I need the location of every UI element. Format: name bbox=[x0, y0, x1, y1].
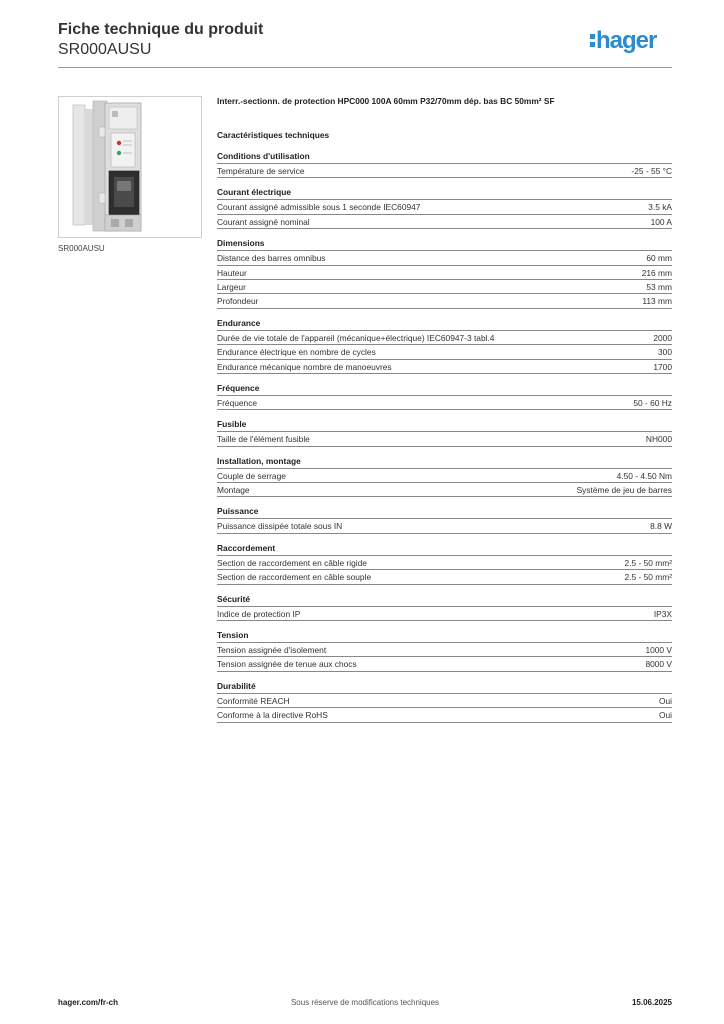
spec-value: 1000 V bbox=[645, 645, 672, 656]
spec-label: Durée de vie totale de l'appareil (mécanique+électrique) IEC60947-3 tabl.4 bbox=[217, 332, 495, 343]
section-title: Sécurité bbox=[217, 594, 672, 607]
section-title: Installation, montage bbox=[217, 456, 672, 469]
spec-value: 2000 bbox=[653, 332, 672, 343]
footer-date: 15.06.2025 bbox=[631, 998, 672, 1007]
spec-label: Montage bbox=[217, 485, 250, 496]
section-title: Dimensions bbox=[217, 238, 672, 251]
spec-content bbox=[217, 96, 672, 732]
spec-value: Oui bbox=[658, 710, 672, 721]
spec-value: 2.5 - 50 mm² bbox=[624, 572, 672, 583]
spec-label: Tension assignée d'isolement bbox=[217, 645, 327, 656]
spec-label: Tension assignée de tenue aux chocs bbox=[217, 659, 357, 670]
spec-value: 3.5 kA bbox=[648, 202, 672, 213]
header-divider bbox=[58, 67, 672, 68]
spec-label: Conforme à la directive RoHS bbox=[217, 710, 328, 721]
spec-section bbox=[217, 630, 672, 672]
svg-text:hager: hager bbox=[596, 27, 657, 54]
spec-label: Courant assigné admissible sous 1 seconde IEC60947 bbox=[217, 202, 421, 213]
spec-value: 2.5 - 50 mm² bbox=[624, 557, 672, 568]
spec-label: Distance des barres omnibus bbox=[217, 253, 326, 264]
spec-value: Système de jeu de barres bbox=[576, 485, 672, 496]
spec-sections bbox=[217, 151, 672, 723]
footer-notice: Sous réserve de modifications techniques bbox=[290, 998, 440, 1007]
spec-row bbox=[217, 345, 672, 359]
spec-row bbox=[217, 570, 672, 584]
section-title: Fréquence bbox=[217, 383, 672, 396]
spec-value: NH000 bbox=[645, 434, 672, 445]
spec-section bbox=[217, 383, 672, 410]
specs-heading: Caractéristiques techniques bbox=[217, 130, 330, 140]
spec-row bbox=[217, 215, 672, 229]
spec-section bbox=[217, 151, 672, 178]
footer-website: hager.com/fr-ch bbox=[58, 998, 119, 1007]
spec-label: Section de raccordement en câble rigide bbox=[217, 557, 367, 568]
spec-section bbox=[217, 238, 672, 309]
spec-label: Hauteur bbox=[217, 267, 247, 278]
spec-label: Conformité REACH bbox=[217, 695, 290, 706]
spec-label: Section de raccordement en câble souple bbox=[217, 572, 372, 583]
spec-row bbox=[217, 556, 672, 570]
spec-row bbox=[217, 643, 672, 657]
spec-section bbox=[217, 594, 672, 621]
spec-label: Profondeur bbox=[217, 296, 259, 307]
spec-row bbox=[217, 657, 672, 671]
section-title: Courant électrique bbox=[217, 187, 672, 200]
spec-value: 8000 V bbox=[645, 659, 672, 670]
spec-row bbox=[217, 331, 672, 345]
section-title: Fusible bbox=[217, 419, 672, 432]
spec-value: 300 bbox=[658, 347, 672, 358]
section-title: Tension bbox=[217, 630, 672, 643]
spec-value: 53 mm bbox=[646, 281, 672, 292]
spec-value: IP3X bbox=[653, 608, 672, 619]
section-title: Raccordement bbox=[217, 543, 672, 556]
spec-section bbox=[217, 187, 672, 229]
spec-row bbox=[217, 483, 672, 497]
spec-value: 4.50 - 4.50 Nm bbox=[616, 470, 672, 481]
spec-value: Oui bbox=[658, 695, 672, 706]
spec-label: Couple de serrage bbox=[217, 470, 286, 481]
spec-row bbox=[217, 607, 672, 621]
spec-label: Courant assigné nominal bbox=[217, 216, 310, 227]
spec-label: Endurance mécanique nombre de manoeuvres bbox=[217, 361, 392, 372]
section-title: Conditions d'utilisation bbox=[217, 151, 672, 164]
spec-section bbox=[217, 681, 672, 723]
spec-row bbox=[217, 294, 672, 308]
spec-section bbox=[217, 506, 672, 533]
spec-row bbox=[217, 164, 672, 178]
spec-value: 216 mm bbox=[641, 267, 672, 278]
section-title: Durabilité bbox=[217, 681, 672, 694]
spec-value: 113 mm bbox=[642, 296, 672, 307]
spec-label: Puissance dissipée totale sous IN bbox=[217, 521, 343, 532]
spec-row bbox=[217, 708, 672, 722]
spec-label: Température de service bbox=[217, 166, 305, 176]
hager-logo bbox=[590, 26, 672, 54]
spec-value: 60 mm bbox=[646, 253, 672, 264]
spec-label: Fréquence bbox=[217, 397, 258, 408]
product-description: Interr.-sectionn. de protection HPC000 100A 60mm P32/70mm dép. bas BC 50mm² SF bbox=[217, 96, 555, 106]
spec-value: 100 A bbox=[650, 216, 672, 227]
spec-row bbox=[217, 280, 672, 294]
spec-label: Largeur bbox=[217, 281, 246, 292]
product-image bbox=[58, 96, 202, 238]
spec-row bbox=[217, 251, 672, 265]
spec-label: Endurance électrique en nombre de cycles bbox=[217, 347, 376, 358]
spec-row bbox=[217, 266, 672, 280]
spec-row bbox=[217, 396, 672, 410]
spec-label: Indice de protection IP bbox=[217, 608, 301, 619]
spec-value: -25 - 55 °C bbox=[631, 166, 672, 176]
spec-value: 1700 bbox=[653, 361, 672, 372]
spec-section bbox=[217, 456, 672, 498]
spec-row bbox=[217, 360, 672, 374]
spec-label: Taille de l'élément fusible bbox=[217, 434, 310, 445]
spec-section bbox=[217, 543, 672, 585]
section-title: Endurance bbox=[217, 318, 672, 331]
spec-section bbox=[217, 419, 672, 446]
page-title: Fiche technique du produit bbox=[58, 21, 264, 38]
section-title: Puissance bbox=[217, 506, 672, 519]
spec-value: 50 - 60 Hz bbox=[633, 397, 672, 408]
spec-row bbox=[217, 469, 672, 483]
spec-value: 8.8 W bbox=[650, 521, 672, 532]
spec-section bbox=[217, 318, 672, 374]
spec-row bbox=[217, 200, 672, 214]
spec-row bbox=[217, 432, 672, 446]
spec-row bbox=[217, 694, 672, 708]
page-header bbox=[58, 20, 263, 60]
spec-row bbox=[217, 519, 672, 533]
product-code: SR000AUSU bbox=[58, 41, 152, 58]
product-image-caption: SR000AUSU bbox=[58, 244, 105, 253]
